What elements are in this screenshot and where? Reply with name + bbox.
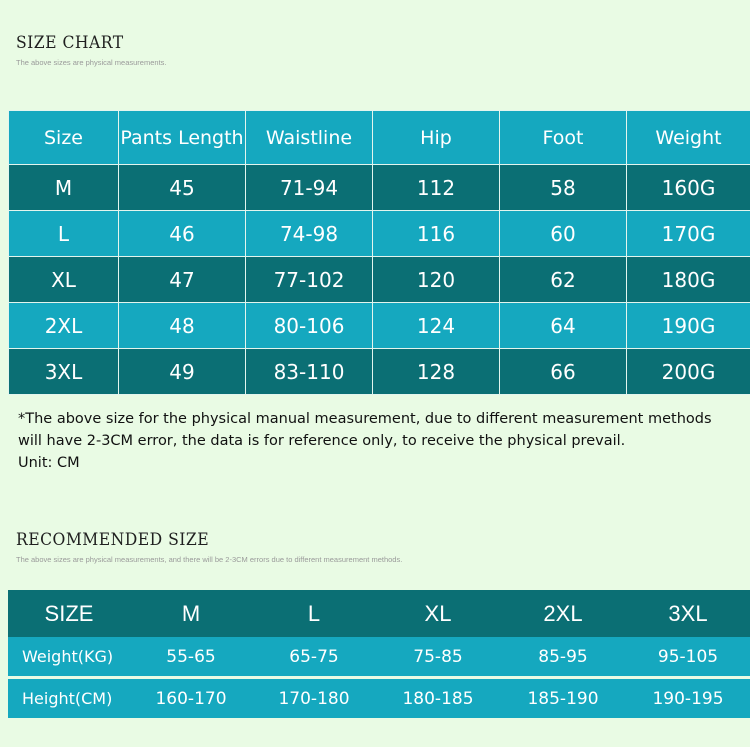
table-cell: 180-185: [376, 679, 500, 718]
table-cell: 124: [373, 303, 500, 349]
header-cell: Pants Length: [119, 111, 246, 165]
table-row: [8, 679, 750, 718]
table-cell: 65-75: [252, 637, 376, 676]
table-cell: 160-170: [130, 679, 252, 718]
table-cell: 170G: [627, 211, 750, 257]
header-cell: Weight: [627, 111, 750, 165]
table-cell: 160G: [627, 165, 750, 211]
table-cell: XL: [9, 257, 119, 303]
table-cell: 85-95: [500, 637, 626, 676]
table-cell: 2XL: [9, 303, 119, 349]
table-cell: 74-98: [246, 211, 373, 257]
table-row: [9, 303, 750, 349]
table-row: [8, 637, 750, 676]
table-cell: 170-180: [252, 679, 376, 718]
size-chart-subtitle: The above sizes are physical measurements.: [16, 58, 167, 67]
header-cell: Hip: [373, 111, 500, 165]
table-cell: 83-110: [246, 349, 373, 395]
recommended-size-table: [8, 590, 750, 718]
table-cell: 47: [119, 257, 246, 303]
header-cell: Waistline: [246, 111, 373, 165]
table-cell: 190-195: [626, 679, 750, 718]
table-cell: 190G: [627, 303, 750, 349]
row-label: Height(CM): [8, 679, 130, 718]
note-unit: Unit: CM: [18, 455, 80, 471]
table-cell: 71-94: [246, 165, 373, 211]
table-cell: 128: [373, 349, 500, 395]
recommended-size-subtitle: The above sizes are physical measurements, and there will be 2-3CM errors due to different measurement methods.: [16, 555, 403, 564]
table-cell: 80-106: [246, 303, 373, 349]
table-cell: 116: [373, 211, 500, 257]
table-cell: 66: [500, 349, 627, 395]
note-line: will have 2-3CM error, the data is for reference only, to receive the physical prevail.: [18, 433, 626, 449]
recommended-header-row: [8, 590, 750, 637]
size-chart-header-row: [9, 111, 750, 165]
table-cell: L: [9, 211, 119, 257]
header-cell: 3XL: [626, 590, 750, 637]
table-cell: 95-105: [626, 637, 750, 676]
header-cell: L: [252, 590, 376, 637]
table-cell: 48: [119, 303, 246, 349]
table-cell: M: [9, 165, 119, 211]
size-chart-table: [8, 110, 750, 395]
header-cell: 2XL: [500, 590, 626, 637]
table-cell: 3XL: [9, 349, 119, 395]
table-cell: 200G: [627, 349, 750, 395]
table-cell: 75-85: [376, 637, 500, 676]
header-cell: Foot: [500, 111, 627, 165]
table-cell: 46: [119, 211, 246, 257]
table-row: [9, 211, 750, 257]
recommended-size-title: RECOMMENDED SIZE: [16, 530, 210, 550]
table-row: [9, 257, 750, 303]
header-cell: SIZE: [8, 590, 130, 637]
table-cell: 185-190: [500, 679, 626, 718]
table-cell: 45: [119, 165, 246, 211]
table-cell: 120: [373, 257, 500, 303]
table-cell: 64: [500, 303, 627, 349]
measurement-note: [18, 408, 738, 474]
note-line: *The above size for the physical manual measurement, due to different measurement methods: [18, 411, 712, 427]
header-cell: XL: [376, 590, 500, 637]
table-cell: 49: [119, 349, 246, 395]
table-cell: 60: [500, 211, 627, 257]
table-cell: 58: [500, 165, 627, 211]
table-cell: 112: [373, 165, 500, 211]
table-row: [9, 349, 750, 395]
table-cell: 77-102: [246, 257, 373, 303]
header-cell: Size: [9, 111, 119, 165]
table-row: [9, 165, 750, 211]
table-cell: 55-65: [130, 637, 252, 676]
header-cell: M: [130, 590, 252, 637]
table-cell: 62: [500, 257, 627, 303]
row-label: Weight(KG): [8, 637, 130, 676]
table-cell: 180G: [627, 257, 750, 303]
size-chart-title: SIZE CHART: [16, 33, 124, 53]
